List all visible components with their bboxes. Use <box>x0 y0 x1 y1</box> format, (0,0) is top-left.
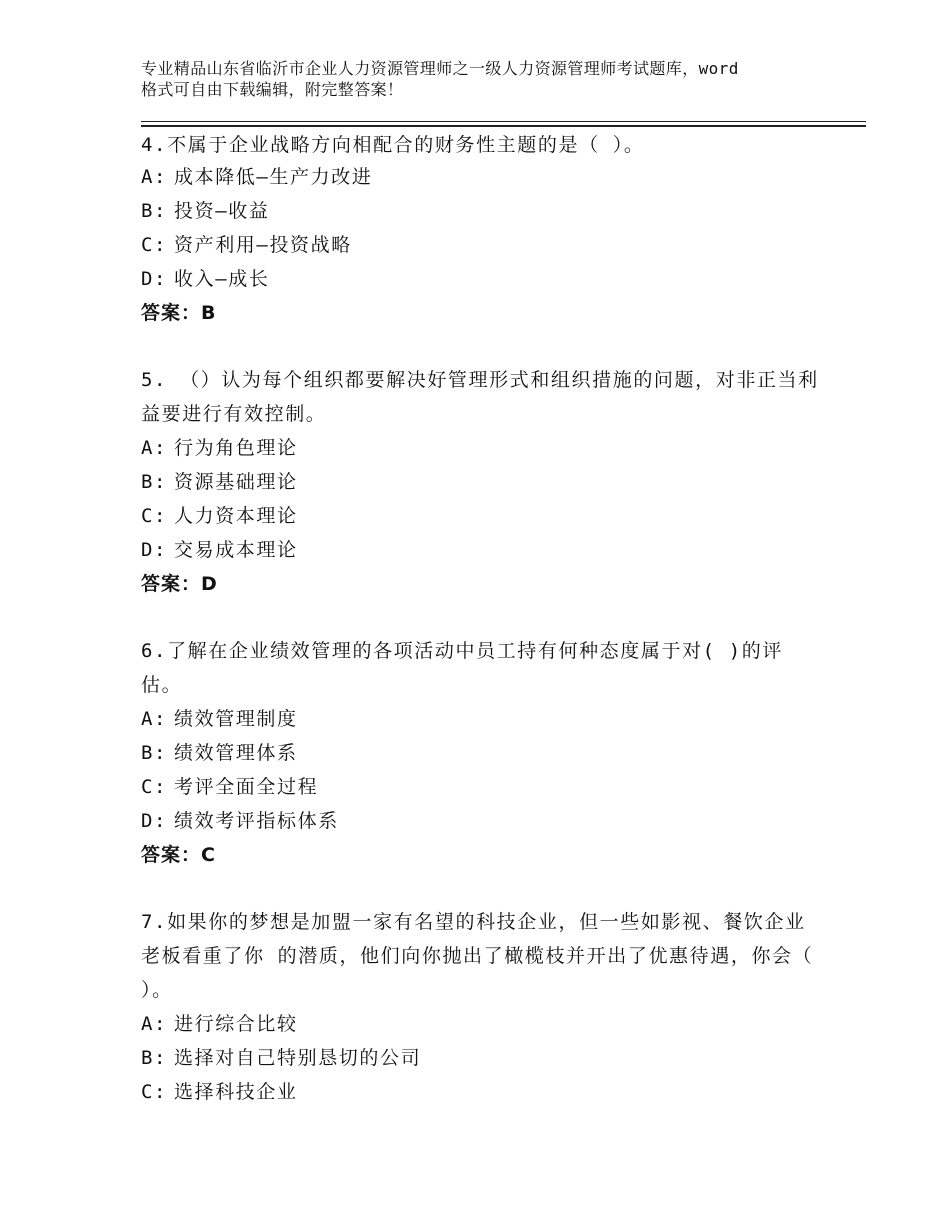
question-6 <box>141 634 821 872</box>
option-text: 资源基础理论 <box>174 471 298 493</box>
option-letter: A: <box>141 1013 168 1035</box>
option-letter: D: <box>141 268 168 290</box>
question-5 <box>141 363 821 601</box>
option-c <box>141 770 821 804</box>
option-letter: C: <box>141 1081 168 1103</box>
question-spacer <box>141 872 821 905</box>
question-7 <box>141 905 821 1109</box>
question-spacer <box>141 601 821 634</box>
option-b <box>141 736 821 770</box>
option-d <box>141 262 821 296</box>
option-a <box>141 160 821 194</box>
answer-key: 答案：B <box>141 302 217 324</box>
option-letter: C: <box>141 234 168 256</box>
option-c <box>141 1075 821 1109</box>
header-line-1: 专业精品山东省临沂市企业人力资源管理师之一级人力资源管理师考试题库，word <box>141 59 739 78</box>
option-b <box>141 1041 821 1075</box>
option-letter: A: <box>141 708 168 730</box>
option-d <box>141 533 821 567</box>
option-letter: A: <box>141 437 168 459</box>
option-letter: C: <box>141 776 168 798</box>
option-b <box>141 194 821 228</box>
option-letter: B: <box>141 742 168 764</box>
answer-key: 答案：C <box>141 844 216 866</box>
option-text: 交易成本理论 <box>174 539 298 561</box>
document-header <box>141 58 841 100</box>
option-text: 考评全面全过程 <box>174 776 319 798</box>
option-c <box>141 228 821 262</box>
option-letter: C: <box>141 505 168 527</box>
question-stem: 7.如果你的梦想是加盟一家有名望的科技企业，但一些如影视、餐饮企业老板看重了你 的潜质，他们向你抛出了橄榄枝并开出了优惠待遇，你会（ ）。 <box>141 911 814 1001</box>
question-list <box>141 130 821 1109</box>
question-4 <box>141 130 821 330</box>
option-b <box>141 465 821 499</box>
option-text: 进行综合比较 <box>174 1013 298 1035</box>
option-d <box>141 804 821 838</box>
question-stem: 6.了解在企业绩效管理的各项活动中员工持有何种态度属于对( )的评估。 <box>141 640 783 696</box>
question-stem: 5. （）认为每个组织都要解决好管理形式和组织措施的问题，对非正当利益要进行有效控制。 <box>141 369 819 425</box>
option-text: 成本降低—生产力改进 <box>174 166 373 188</box>
option-text: 资产利用—投资战略 <box>174 234 352 256</box>
answer-key: 答案：D <box>141 573 218 595</box>
header-line-2: 格式可自由下载编辑，附完整答案！ <box>141 80 404 99</box>
option-letter: D: <box>141 810 168 832</box>
option-text: 绩效管理制度 <box>174 708 298 730</box>
header-divider-thin <box>141 121 866 122</box>
option-text: 行为角色理论 <box>174 437 298 459</box>
option-letter: B: <box>141 200 168 222</box>
option-letter: D: <box>141 539 168 561</box>
option-a <box>141 1007 821 1041</box>
option-letter: B: <box>141 471 168 493</box>
option-a <box>141 431 821 465</box>
option-text: 投资—收益 <box>174 200 270 222</box>
option-text: 选择科技企业 <box>174 1081 298 1103</box>
option-text: 选择对自己特别恳切的公司 <box>174 1047 422 1069</box>
option-c <box>141 499 821 533</box>
option-text: 收入—成长 <box>174 268 270 290</box>
option-text: 绩效管理体系 <box>174 742 298 764</box>
header-divider-thick <box>141 125 866 127</box>
option-a <box>141 702 821 736</box>
option-letter: A: <box>141 166 168 188</box>
option-letter: B: <box>141 1047 168 1069</box>
option-text: 人力资本理论 <box>174 505 298 527</box>
question-spacer <box>141 330 821 363</box>
question-stem: 4.不属于企业战略方向相配合的财务性主题的是（ ）。 <box>141 134 645 156</box>
option-text: 绩效考评指标体系 <box>174 810 339 832</box>
